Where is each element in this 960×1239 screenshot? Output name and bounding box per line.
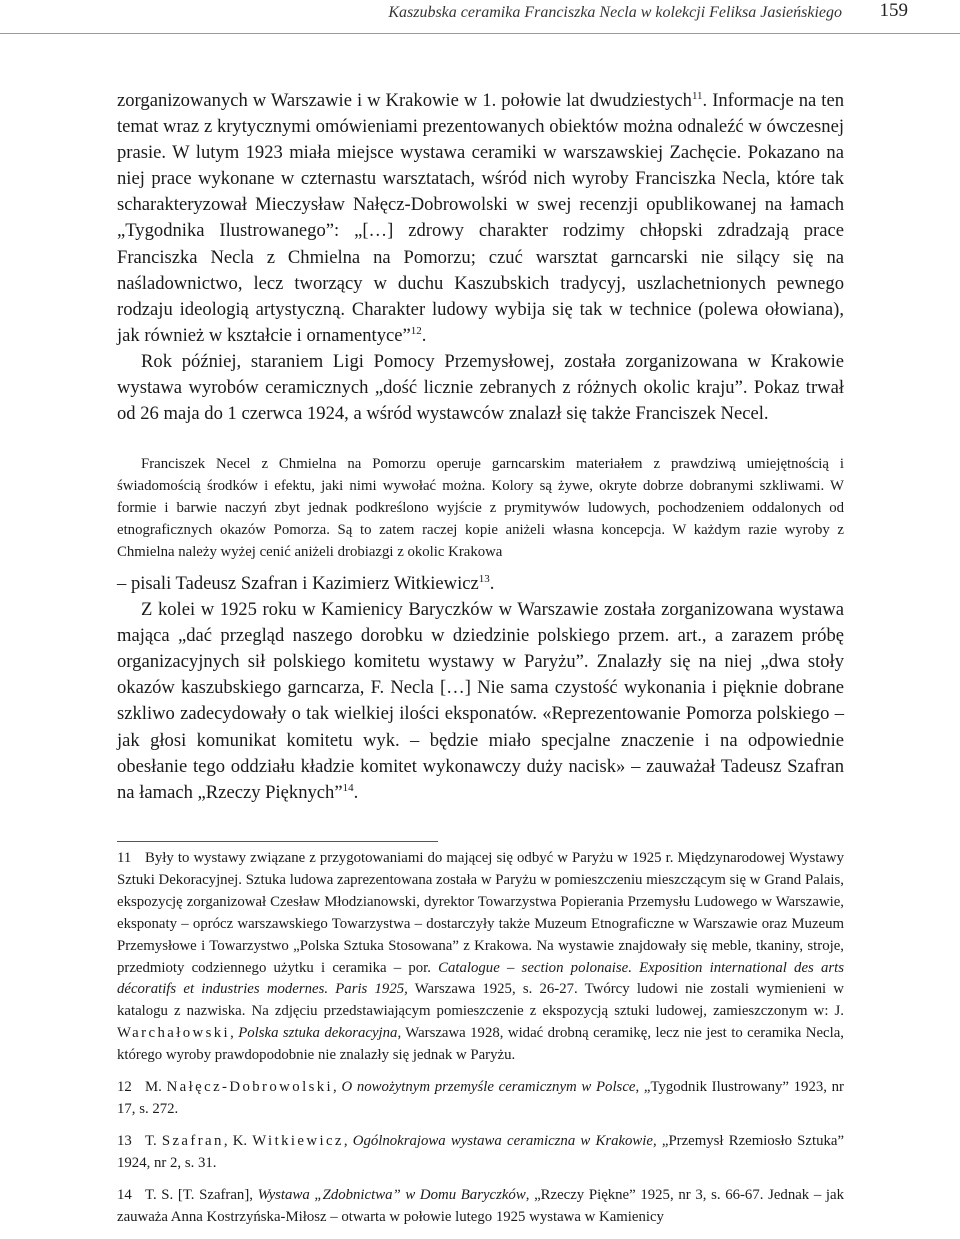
footnote-12 [117, 1077, 844, 1121]
footnote-text: , „Rzeczy Piękne” 1925, nr 3, s. 66-67. Jednak – jak zauważa Anna Kostrzyńska-Miłosz – otwarta w połowie lutego 1925 wystawa w Kamienicy [117, 1186, 845, 1225]
footnote-number: 12 [117, 1079, 132, 1096]
footnote-14 [117, 1185, 844, 1229]
footnote-title-italic: Ogólnokrajowa wystawa ceramiczna w Krakowie [352, 1132, 653, 1149]
footnote-title-italic: Catalogue – section polonaise. Exposition international des arts décoratifs et industries modernes. Paris 1925, [117, 959, 844, 998]
footnote-author-spaced: Nałęcz-Dobrowolski [166, 1079, 334, 1096]
running-title: Kaszubska ceramika Franciszka Necla w kolekcji Feliksa Jasieńskiego [388, 4, 842, 21]
attribution-text: – pisali Tadeusz Szafran i Kazimierz Witkiewicz [117, 573, 479, 594]
footnote-text: , [343, 1132, 353, 1149]
p1-text-b: . Informacje na ten temat wraz z krytycznymi omówieniami prezentowanych obiektów można odnaleźć w ówczesnej prasie. W lutym 1923 miała miejsce wystawa ceramiki w warszawskiej Zachęcie. Pokazano na niej prace wykonane w czternastu warsztatach, wśród nich wyroby Franciszka Necla, które tak scharakteryzował Mieczysław Nałęcz-Dobrowolski w swej recenzji opublikowanej na łamach „Tygodnika Ilustrowanego”: „[…] zdrowy charakter rodzimy chłopski zdradzają prace Franciszka Necla z Chmielna na Pomorzu; czuć warsztat garncarski nie silący się na naśladownictwo, lecz tworzący w duchu Kaszubskich tradycyj, uszlachetnionych pewnego rodzaju ideologią artystyczną. Charakter ludowy wybija się tak w technice (polewa ołowiana), jak również w kształcie i ornamentyce” [117, 90, 845, 346]
running-header [0, 0, 960, 34]
footnote-ref-13: 13 [478, 572, 490, 585]
footnote-ref-14: 14 [342, 781, 354, 794]
footnote-text: , „Tygodnik Ilustrowany” 1923, nr 17, s. 272. [117, 1079, 844, 1117]
quote-text: Franciszek Necel z Chmielna na Pomorzu operuje garncarskim materiałem z prawdziwą umiejętnością i świadomością środków i efektu, jaki nimi wywołać można. Kolory są żywe, okryte dobrze dobranymi szkliwami. W formie i barwie naczyń zbyt jednak podkreślono wyjście z prymitywów ludowych, pochodzeniem oddalonych od etnograficznych okazów Pomorza. Są to zatem raczej kopie aniżeli własna koncepcja. W każdym razie wyroby z Chmielna należy wyżej cenić aniżeli drobiazgi z okolic Krakowa [117, 456, 844, 560]
attribution-line [117, 571, 844, 597]
footnote-author-spaced: Warchałowski [117, 1025, 231, 1042]
paragraph-3 [117, 597, 844, 806]
footnote-author-spaced: Szafran [161, 1132, 224, 1149]
footnote-text: M. [145, 1079, 167, 1096]
footnote-11 [117, 848, 844, 1067]
body-text [117, 88, 844, 427]
page-number: 159 [879, 0, 908, 21]
attribution-end: . [489, 573, 495, 594]
footnote-title-italic: O nowożytnym przemyśle ceramicznym w Polsce [341, 1079, 636, 1096]
footnote-text: , Warszawa 1928, widać drobną ceramikę, lecz nie jest to ceramika Necla, którego wyroby prawdopodobnie nie znalazły się jednak w Paryżu. [117, 1025, 844, 1064]
footnote-number: 13 [117, 1132, 132, 1149]
paragraph-1 [117, 88, 844, 349]
footnotes [117, 848, 844, 1239]
footnote-text: , K. [223, 1132, 253, 1149]
footnote-number: 11 [117, 850, 132, 866]
footnote-text: T. [145, 1132, 162, 1149]
footnote-text: Były to wystawy związane z przygotowaniami do mającej się odbyć w Paryżu w 1925 r. Międzynarodowej Wystawy Sztuki Dekoracyjnej. Sztuka ludowa zaprezentowana została w Paryżu w pomieszczeniu mieszczącym się w Grand Palais, ekspozycję zorganizował Czesław Młodzianowski, dyrektor Towarzystwa Popierania Przemysłu Ludowego w Warszawie, eksponaty – oprócz warszawskiego Towarzystwa – dostarczyły także Muzeum Etnograficzne w Warszawie oraz Muzeum Przemysłowe i Towarzystwo „Polska Sztuka Stosowana” z Krakowa. Na wystawie znajdowały się meble, tkaniny, stroje, przedmioty codziennego użytku i ceramika – por. [117, 850, 844, 976]
footnote-number: 14 [117, 1186, 132, 1203]
footnote-separator [117, 841, 438, 842]
p1-text-a: zorganizowanych w Warszawie i w Krakowie w 1. połowie lat dwudziestych [117, 90, 692, 111]
body-text-continued [117, 571, 844, 806]
footnote-title-italic: Wystawa „Zdobnictwa” w Domu Baryczków [257, 1186, 526, 1203]
header-rule [0, 33, 960, 34]
footnote-ref-11: 11 [691, 89, 703, 102]
footnote-text: , [230, 1025, 239, 1042]
footnote-title-italic: Polska sztuka dekoracyjna [238, 1025, 398, 1042]
footnote-text: , „Przemysł Rzemiosło Sztuka” 1924, nr 2, s. 31. [117, 1132, 845, 1171]
footnote-text: , [333, 1079, 342, 1096]
footnote-author-spaced: Witkiewicz [252, 1132, 344, 1149]
footnote-ref-12: 12 [410, 324, 422, 337]
footnote-text: Warszawa 1925, s. 26-27. Twórcy ludowi nie zostali wymienieni w katalogu z nazwiska. Na zdjęciu przedstawiającym pomieszczenie z ekspozycją sztuki ludowej, zamieszczonym w: J. [117, 981, 844, 1020]
p3-text: Z kolei w 1925 roku w Kamienicy Baryczków w Warszawie została zorganizowana wystawa mająca „dać przegląd naszego dorobku w dziedzinie polskiego przem. art., a zarazem próbę organizacyjnych sił polskiego komitetu wystawy w Paryżu”. Znalazły się na niej „dwa stoły okazów kaszubskiego garncarza, F. Necla […] Nie sama czystość wykonania i pięknie dobrane szkliwo zadecydowały o tak wielkiej ilości eksponatów. «Reprezentowanie Pomorza polskiego – jak głosi komunikat komitetu wyk. – będzie miało specjalne znaczenie i na odpowiednie obesłanie tego oddziału kładzie komitet wykonawczy duży nacisk» – zauważał Tadeusz Szafran na łamach „Rzeczy Pięknych” [117, 599, 844, 803]
footnote-text: T. S. [T. Szafran], [145, 1186, 258, 1203]
p3-end: . [353, 781, 359, 803]
paragraph-2: Rok później, staraniem Ligi Pomocy Przemysłowej, została zorganizowana w Krakowie wystawa wyrobów ceramicznych „dość licznie zebranych z różnych okolic kraju”. Pokaz trwał od 26 maja do 1 czerwca 1924, a wśród wystawców znalazł się także Franciszek Necel. [117, 350, 844, 425]
p1-text-c: . [421, 324, 427, 346]
block-quote [117, 453, 844, 563]
footnote-13 [117, 1131, 844, 1175]
